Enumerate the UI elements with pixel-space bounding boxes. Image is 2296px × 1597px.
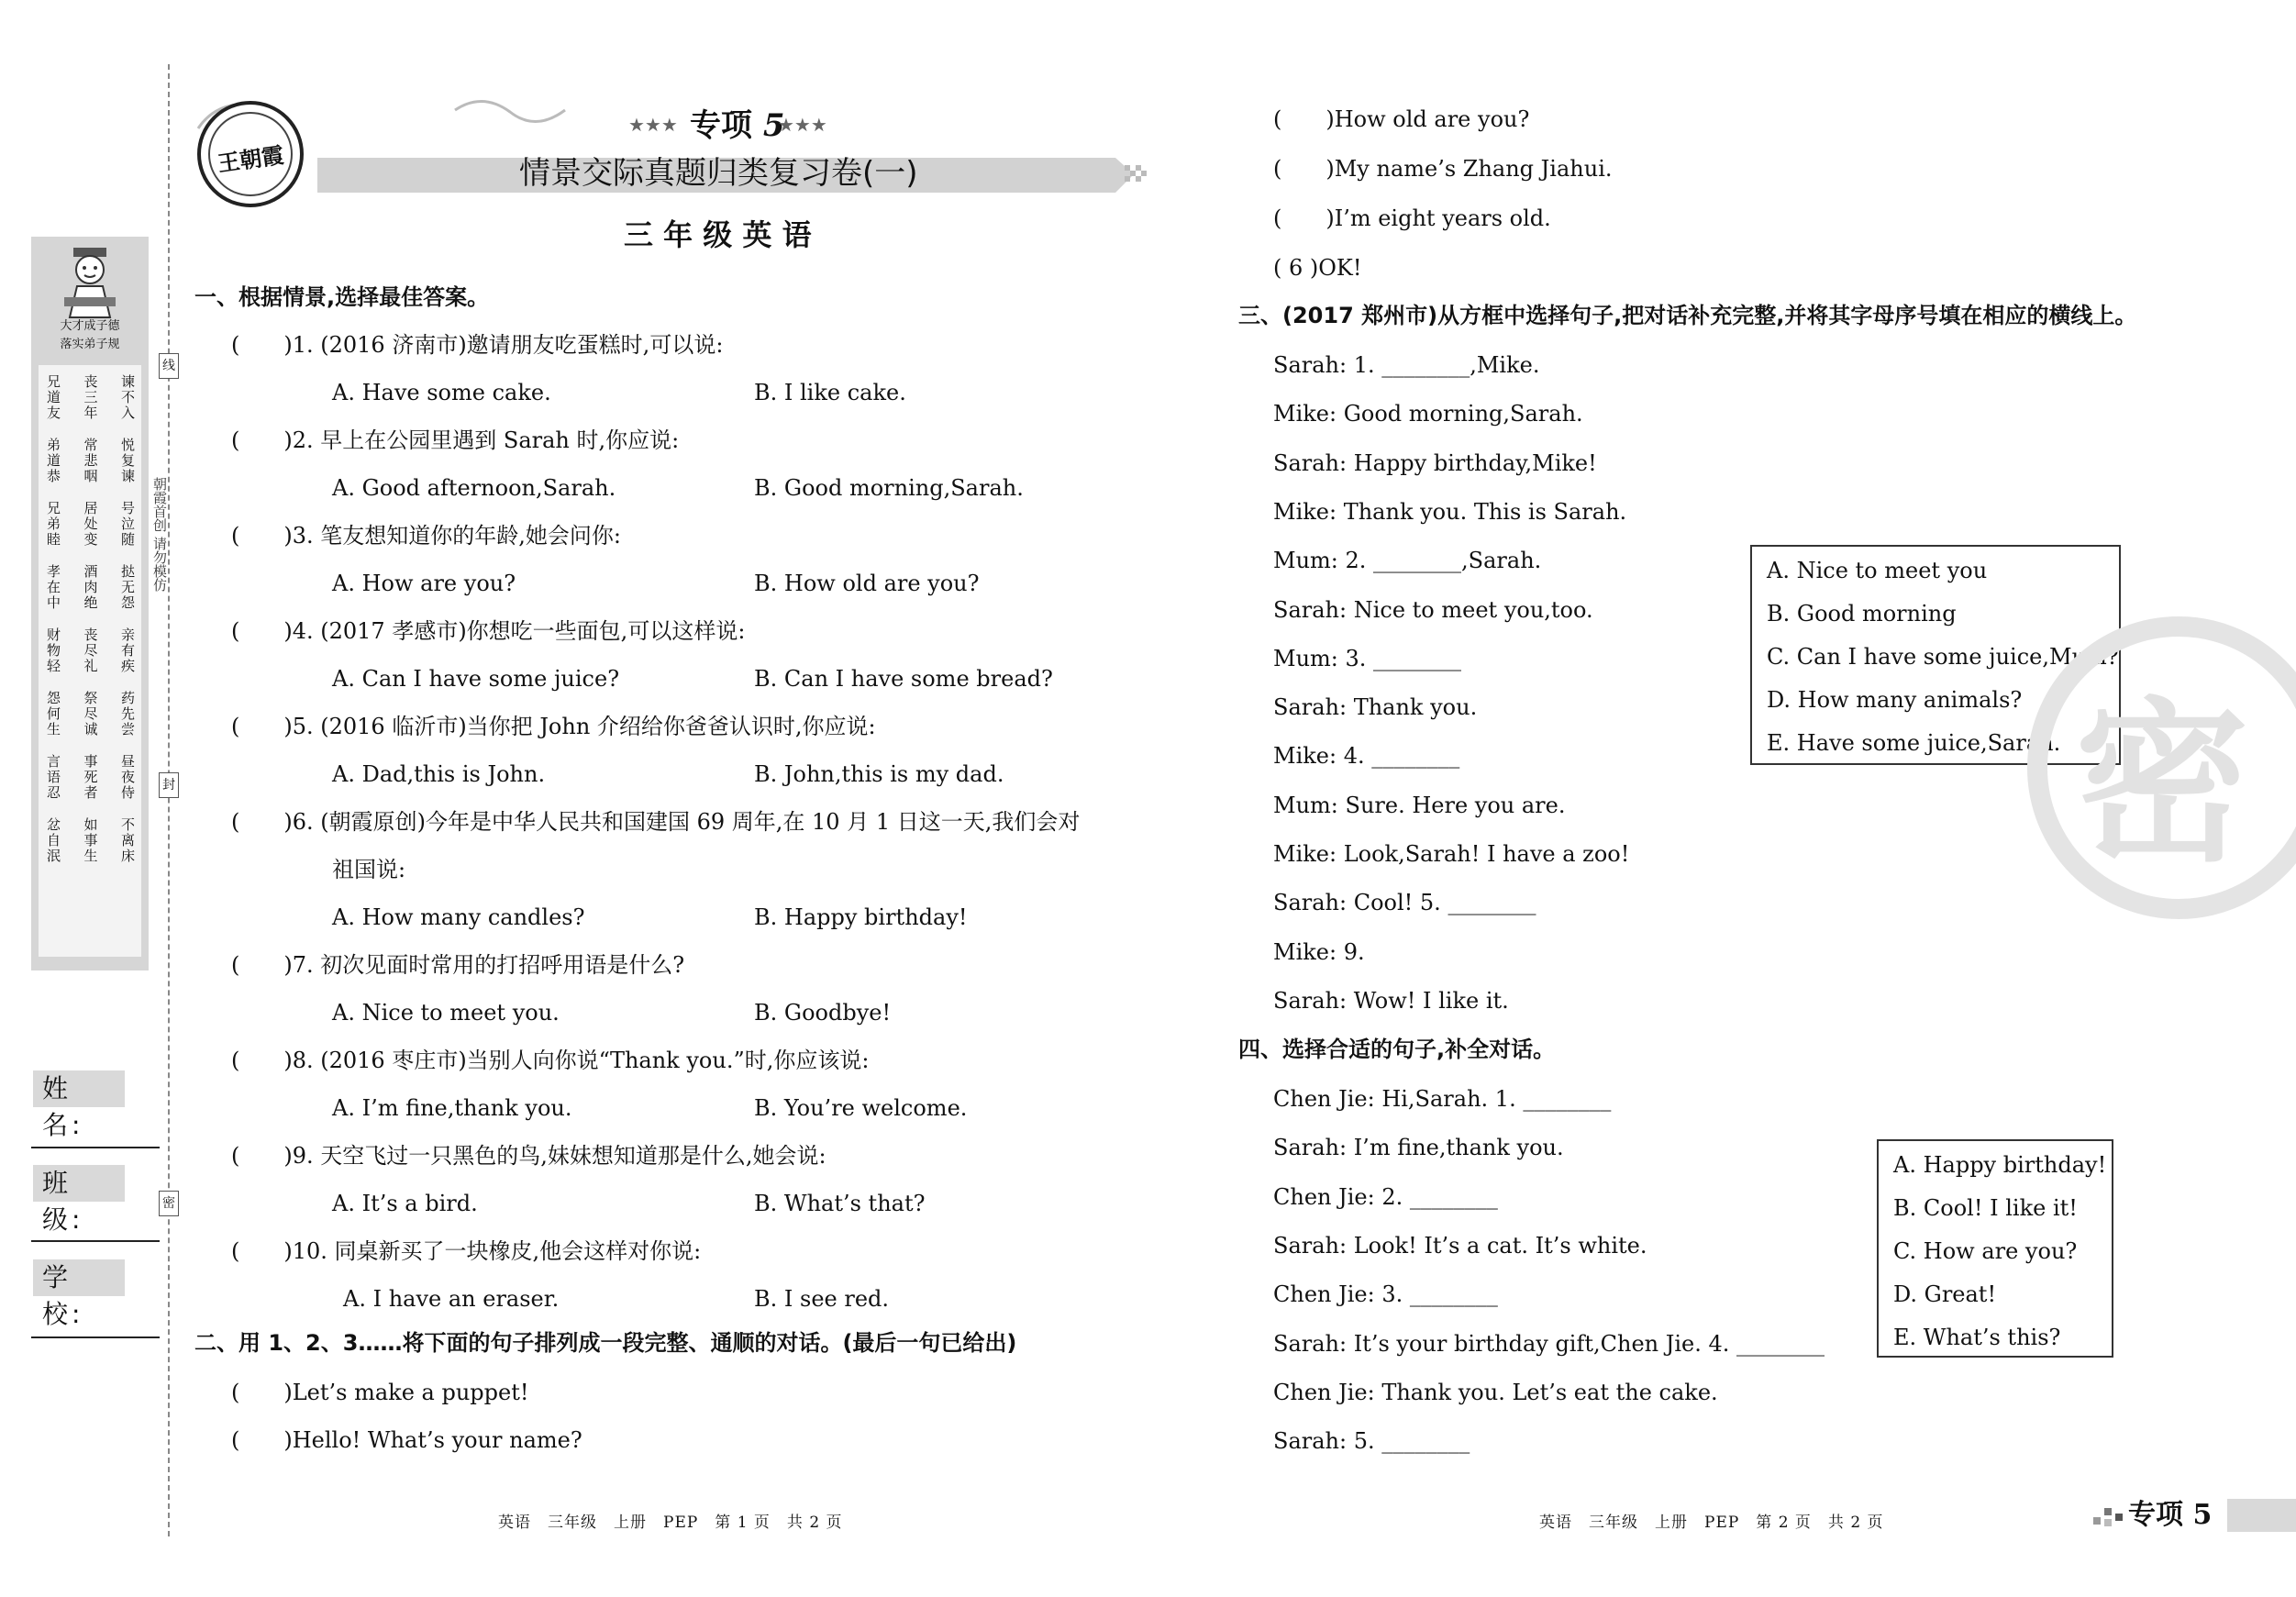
question-3-option-b[interactable]: B. How old are you? xyxy=(754,571,980,596)
school-field[interactable] xyxy=(31,1336,160,1338)
section3-option-b: B. Good morning xyxy=(1767,601,1957,627)
dialogue3-line-2: Mike: Good morning,Sarah. xyxy=(1273,401,1583,427)
poem-column: 如事生 xyxy=(82,817,99,864)
dialogue3-line-11: Mike: Look,Sarah! I have a zoo! xyxy=(1273,841,1630,867)
dialogue4-line-2: Sarah: I’m fine,thank you. xyxy=(1273,1135,1564,1161)
poem-column: 昼夜侍 xyxy=(119,754,136,801)
dialogue3-line-13: Mike: 9. xyxy=(1273,938,1365,965)
poem-column: 悦复谏 xyxy=(119,438,136,484)
poem-row xyxy=(44,754,136,801)
poem-column: 丧尽礼 xyxy=(82,627,99,674)
dialogue3-line-12: Sarah: Cool! 5. ________ xyxy=(1273,890,1536,916)
question-9-option-a[interactable]: A. It’s a bird. xyxy=(332,1191,478,1216)
poem-row xyxy=(44,501,136,548)
poem-column: 居处变 xyxy=(82,501,99,548)
paper-subtitle: 三 年 级 英 语 xyxy=(624,217,812,252)
question-10-option-b[interactable]: B. I see red. xyxy=(754,1286,890,1312)
question-3-option-a[interactable]: A. How are you? xyxy=(332,571,516,596)
question-6-stem-cont: 祖国说: xyxy=(332,857,406,882)
question-5-option-b[interactable]: B. John,this is my dad. xyxy=(754,761,1004,787)
dialogue3-line-4: Mike: Thank you. This is Sarah. xyxy=(1273,498,1627,525)
ordering-line-2[interactable]: ( )Hello! What’s your name? xyxy=(231,1427,582,1453)
section2-heading: 二、用 1、2、3……将下面的句子排列成一段完整、通顺的对话。(最后一句已给出) xyxy=(194,1330,1017,1356)
question-7-stem: ( )7. 初次见面时常用的打招呼用语是什么? xyxy=(231,952,685,978)
sidebar-motto xyxy=(37,317,143,354)
ordering-line-4[interactable]: ( )My name’s Zhang Jiahui. xyxy=(1273,156,1613,182)
poem-column: 祭尽诚 xyxy=(82,691,99,738)
student-cartoon-icon xyxy=(59,246,121,319)
cut-mark-line: 线 xyxy=(159,353,179,379)
question-4-option-a[interactable]: A. Can I have some juice? xyxy=(332,666,620,692)
class-label: 班 级: xyxy=(33,1165,125,1202)
cut-mark-seal: 封 xyxy=(159,772,179,798)
section1-heading: 一、根据情景,选择最佳答案。 xyxy=(194,284,490,310)
poem-row xyxy=(44,564,136,611)
section4-options-box xyxy=(1877,1139,2113,1358)
poem-column: 兄道友 xyxy=(45,374,61,421)
section4-option-a: A. Happy birthday! xyxy=(1893,1152,2107,1178)
poem-column: 事死者 xyxy=(82,754,99,801)
poem-row xyxy=(44,438,136,484)
poem-column: 怨何生 xyxy=(45,691,61,738)
question-2-option-b[interactable]: B. Good morning,Sarah. xyxy=(754,475,1024,501)
question-3-stem: ( )3. 笔友想知道你的年龄,她会问你: xyxy=(231,523,621,549)
series-label: 专项 xyxy=(690,107,752,144)
question-2-option-a[interactable]: A. Good afternoon,Sarah. xyxy=(332,475,616,501)
dialogue3-line-1: Sarah: 1. ________,Mike. xyxy=(1273,352,1540,378)
question-10-stem: ( )10. 同桌新买了一块橡皮,他会这样对你说: xyxy=(231,1238,702,1264)
question-6-option-a[interactable]: A. How many candles? xyxy=(332,904,585,930)
question-5-stem: ( )5. (2016 临沂市)当你把 John 介绍给你爸爸认识时,你应说: xyxy=(231,714,876,739)
paper-title: 情景交际真题归类复习卷(一) xyxy=(519,155,918,192)
dialogue4-line-6: Sarah: It’s your birthday gift,Chen Jie. 4. ________ xyxy=(1273,1330,1825,1357)
poem-column: 不离床 xyxy=(119,817,136,864)
motto-line-2: 落实弟子规 xyxy=(60,338,120,351)
question-10-option-a[interactable]: A. I have an eraser. xyxy=(343,1286,560,1312)
poem-column: 言语忍 xyxy=(45,754,61,801)
dialogue3-line-5: Mum: 2. ________,Sarah. xyxy=(1273,548,1542,574)
section3-option-a: A. Nice to meet you xyxy=(1767,558,1988,583)
binding-sidebar xyxy=(31,237,149,970)
question-8-option-b[interactable]: B. You’re welcome. xyxy=(754,1095,968,1121)
dialogue3-line-8: Sarah: Thank you. xyxy=(1273,694,1478,721)
dialogue4-line-7: Chen Jie: Thank you. Let’s eat the cake. xyxy=(1273,1379,1718,1405)
original-note: 朝霞首创 请勿模仿 xyxy=(151,477,168,592)
dialogue4-line-1: Chen Jie: Hi,Sarah. 1. ________ xyxy=(1273,1086,1612,1112)
dialogue3-line-6: Sarah: Nice to meet you,too. xyxy=(1273,596,1593,623)
section3-option-e: E. Have some juice,Sarah. xyxy=(1767,730,2061,756)
poem-column: 兄弟睦 xyxy=(45,501,61,548)
question-4-option-b[interactable]: B. Can I have some bread? xyxy=(754,666,1053,692)
question-7-option-a[interactable]: A. Nice to meet you. xyxy=(332,1000,560,1026)
poem-column: 亲有疾 xyxy=(119,627,136,674)
question-2-stem: ( )2. 早上在公园里遇到 Sarah 时,你应说: xyxy=(231,427,680,453)
stars-right: ★★★ xyxy=(778,114,827,136)
question-6-option-b[interactable]: B. Happy birthday! xyxy=(754,904,968,930)
dialogue3-line-10: Mum: Sure. Here you are. xyxy=(1273,792,1566,818)
name-field[interactable] xyxy=(31,1147,160,1148)
footer-tag-bar xyxy=(2227,1499,2296,1532)
poem-row xyxy=(44,817,136,864)
poem-column: 忿自泯 xyxy=(45,817,61,864)
ordering-line-6[interactable]: ( 6 )OK! xyxy=(1273,255,1362,281)
poem-row xyxy=(44,691,136,738)
question-8-stem: ( )8. (2016 枣庄市)当别人向你说“Thank you.”时,你应该说: xyxy=(231,1048,870,1073)
question-7-option-b[interactable]: B. Goodbye! xyxy=(754,1000,892,1026)
poem-column: 药先尝 xyxy=(119,691,136,738)
section3-heading: 三、(2017 郑州市)从方框中选择句子,把对话补充完整,并将其字母序号填在相应的横线上。 xyxy=(1238,303,2137,328)
poem-column: 谏不入 xyxy=(119,374,136,421)
series-badge xyxy=(690,107,785,144)
dialogue3-line-3: Sarah: Happy birthday,Mike! xyxy=(1273,449,1597,476)
dialogue4-line-8: Sarah: 5. ________ xyxy=(1273,1428,1470,1455)
section3-option-c: C. Can I have some juice,Mum? xyxy=(1767,644,2119,670)
poem-column: 财物轻 xyxy=(45,627,61,674)
question-9-option-b[interactable]: B. What’s that? xyxy=(754,1191,926,1216)
poem-column: 常悲咽 xyxy=(82,438,99,484)
stars-left: ★★★ xyxy=(628,114,678,136)
section4-option-b: B. Cool! I like it! xyxy=(1893,1195,2078,1221)
question-1-option-b[interactable]: B. I like cake. xyxy=(754,380,906,405)
poem-column: 酒肉绝 xyxy=(82,564,99,611)
ordering-line-5[interactable]: ( )I’m eight years old. xyxy=(1273,205,1551,231)
footer-left: 英语 三年级 上册 PEP 第 1 页 共 2 页 xyxy=(498,1514,843,1532)
dialogue3-line-7: Mum: 3. ________ xyxy=(1273,645,1462,671)
question-4-stem: ( )4. (2017 孝感市)你想吃一些面包,可以这样说: xyxy=(231,618,746,644)
poem-row xyxy=(44,374,136,421)
poem-column: 号泣随 xyxy=(119,501,136,548)
class-field[interactable] xyxy=(31,1240,160,1242)
section4-heading: 四、选择合适的句子,补全对话。 xyxy=(1238,1037,1556,1062)
watermark-seal-glyph: 密 xyxy=(2075,682,2250,885)
section3-option-d: D. How many animals? xyxy=(1767,687,2023,713)
question-9-stem: ( )9. 天空飞过一只黑色的鸟,妹妹想知道那是什么,她会说: xyxy=(231,1143,826,1169)
dialogue3-line-14: Sarah: Wow! I like it. xyxy=(1273,987,1509,1014)
footer-tag: 专项 5 xyxy=(2128,1499,2213,1531)
section4-option-e: E. What’s this? xyxy=(1893,1325,2061,1350)
section4-option-c: C. How are you? xyxy=(1893,1238,2078,1264)
question-6-stem: ( )6. (朝霞原创)今年是中华人民共和国建国 69 周年,在 10 月 1 日这一天,我们会对 xyxy=(231,809,1081,835)
poem-column: 孝在中 xyxy=(45,564,61,611)
poem-column: 弟道恭 xyxy=(45,438,61,484)
brand-logo-text: 王朝霞 xyxy=(216,141,285,177)
dialogue4-line-4: Sarah: Look! It’s a cat. It’s white. xyxy=(1273,1232,1647,1259)
poem-row xyxy=(44,627,136,674)
dialogue3-line-9: Mike: 4. ________ xyxy=(1273,743,1460,770)
poem-column: 挞无怨 xyxy=(119,564,136,611)
name-label: 姓 名: xyxy=(33,1070,125,1107)
question-8-option-a[interactable]: A. I’m fine,thank you. xyxy=(332,1095,572,1121)
ordering-line-1[interactable]: ( )Let’s make a puppet! xyxy=(231,1380,529,1405)
question-5-option-a[interactable]: A. Dad,this is John. xyxy=(332,761,546,787)
ordering-line-3[interactable]: ( )How old are you? xyxy=(1273,106,1530,132)
school-label: 学 校: xyxy=(33,1259,125,1296)
footer-right: 英语 三年级 上册 PEP 第 2 页 共 2 页 xyxy=(1539,1514,1884,1532)
question-1-stem: ( )1. (2016 济南市)邀请朋友吃蛋糕时,可以说: xyxy=(231,332,724,358)
poem-column: 丧三年 xyxy=(82,374,99,421)
series-number: 5 xyxy=(762,107,785,144)
brand-logo xyxy=(197,101,304,207)
dialogue4-line-3: Chen Jie: 2. ________ xyxy=(1273,1183,1498,1210)
footer-dots-icon xyxy=(2093,1504,2126,1530)
question-1-option-a[interactable]: A. Have some cake. xyxy=(332,380,551,405)
section4-option-d: D. Great! xyxy=(1893,1281,1997,1307)
cut-mark-secret: 密 xyxy=(159,1191,179,1216)
dizigui-poem xyxy=(44,374,136,881)
cut-line xyxy=(168,64,170,1536)
motto-line-1: 大才成子德 xyxy=(60,319,120,333)
dialogue4-line-5: Chen Jie: 3. ________ xyxy=(1273,1281,1498,1308)
